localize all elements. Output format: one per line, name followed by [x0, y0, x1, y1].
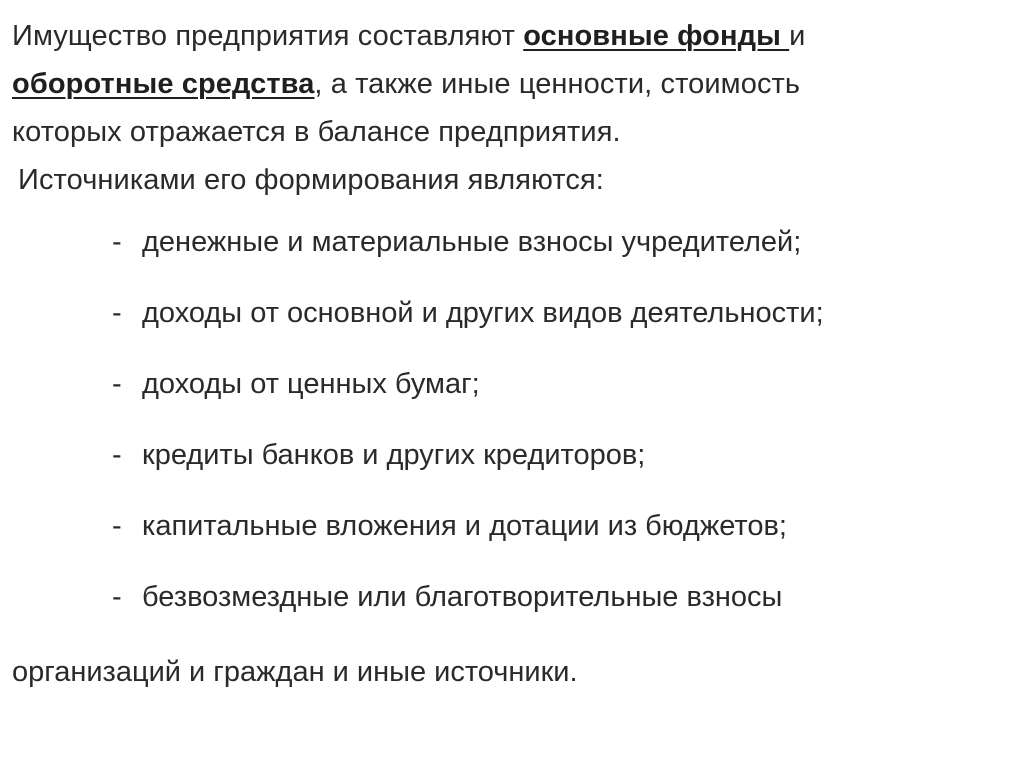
list-continuation: организаций и граждан и иные источники. [12, 656, 578, 688]
list-item [112, 220, 1012, 291]
sources-heading: Источниками его формирования являются: [18, 164, 604, 196]
intro-line-2 [12, 60, 1012, 108]
list-item-text: денежные и материальные взносы учредителей; [142, 226, 802, 258]
list-dash: - [112, 297, 122, 329]
list-item [112, 362, 1012, 433]
list-item-text: кредиты банков и других кредиторов; [142, 439, 646, 471]
list-item-text: капитальные вложения и дотации из бюджетов; [142, 510, 787, 542]
list-item-text: доходы от основной и других видов деятельности; [142, 297, 824, 329]
list-item-text: безвозмездные или благотворительные взносы [142, 581, 783, 613]
list-item [112, 433, 1012, 504]
intro-line-3: которых отражается в балансе предприятия. [12, 116, 621, 148]
list-dash: - [112, 510, 122, 542]
list-item [112, 504, 1012, 575]
intro-text: Имущество предприятия составляют [12, 20, 524, 52]
list-item [112, 291, 1012, 362]
intro-paragraph [12, 12, 1012, 204]
intro-line-1 [12, 12, 1012, 60]
term-fixed-assets: основные фонды [523, 20, 790, 52]
sources-list [112, 220, 1012, 646]
list-dash: - [112, 368, 122, 400]
intro-conjunction: и [789, 20, 806, 52]
list-item-text: доходы от ценных бумаг; [142, 368, 480, 400]
list-item [112, 575, 1012, 646]
list-dash: - [112, 581, 122, 613]
intro-line-2-rest: , а также иные ценности, стоимость [314, 68, 801, 100]
list-dash: - [112, 226, 122, 258]
list-dash: - [112, 439, 122, 471]
term-working-capital: оборотные средства [12, 68, 315, 100]
